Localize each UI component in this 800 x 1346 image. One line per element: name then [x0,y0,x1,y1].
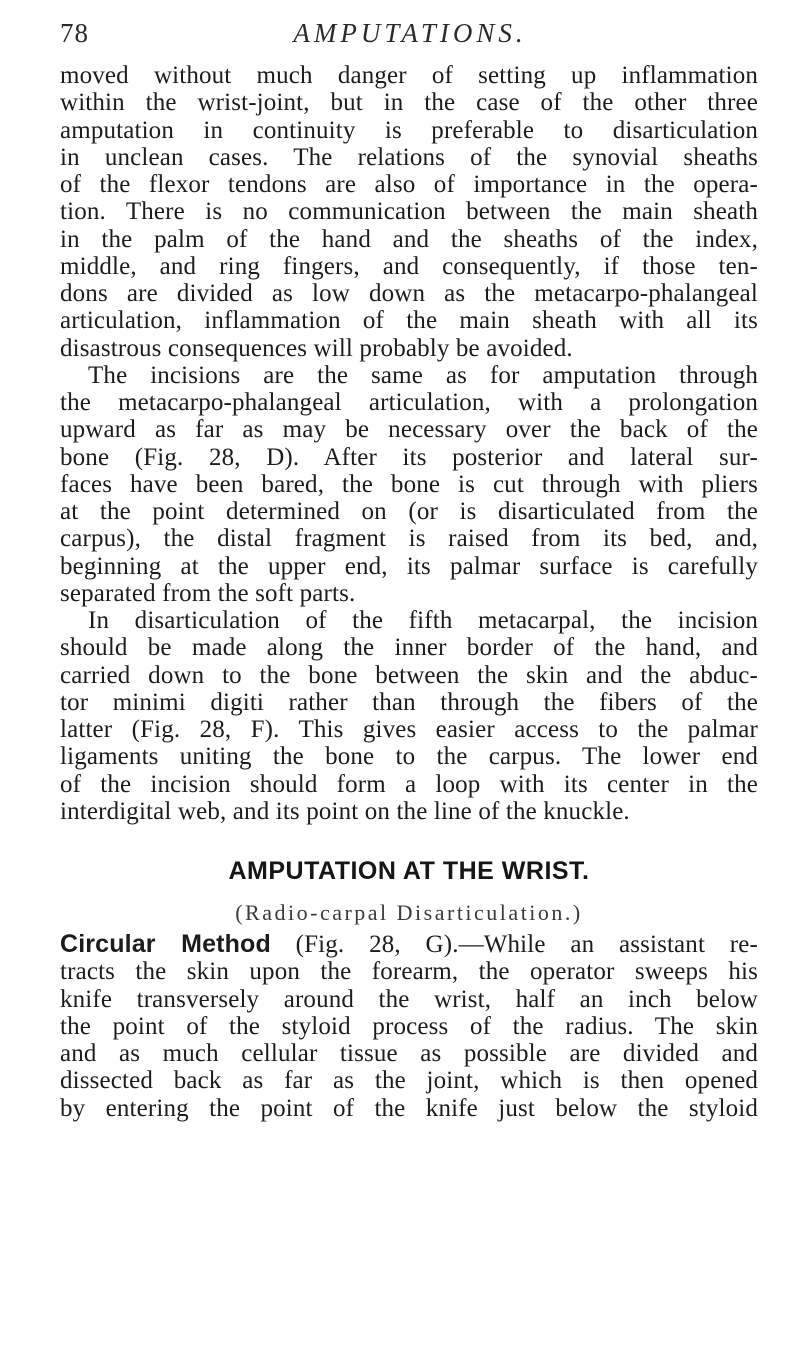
text-line: middle, and ring fingers, and consequently, if those ten- [60,252,758,280]
text-line: in the palm of the hand and the sheaths of the index, [60,225,758,253]
text-line: beginning at the upper end, its palmar surface is carefully [60,552,758,580]
paragraph-incisions [60,362,758,607]
text-line: articulation, inflammation of the main sheath with all its [60,307,758,335]
text-line: upward as far as may be necessary over the back of the [60,416,758,444]
text-line: in unclean cases. The relations of the synovial sheaths [60,143,758,171]
text-line: bone (Fig. 28, D). After its posterior and lateral sur- [60,443,758,471]
text-line: tracts the skin upon the forearm, the operator sweeps his [60,958,758,986]
text-line [60,931,758,958]
text-line: latter (Fig. 28, F). This gives easier access to the palmar [60,716,758,743]
lead-in-label: Circular Method [60,930,271,958]
text-line: carried down to the bone between the skin and the abduc- [60,661,758,689]
text-line: knife transversely around the wrist, half an inch below [60,985,758,1013]
text-line: ligaments uniting the bone to the carpus. The lower end [60,743,758,771]
text-line: the point of the styloid process of the radius. The skin [60,1012,758,1040]
text-line: carpus), the distal fragment is raised from its bed, and, [60,525,758,553]
paragraph-synovial-sheaths [60,62,758,362]
text-line: amputation in continuity is preferable to disarticulation [60,116,758,144]
text-line: moved without much danger of setting up inflammation [60,62,758,89]
text-line-rest: (Fig. 28, G).—While an assistant re- [295,931,758,958]
page-number: 78 [60,18,89,48]
section-subheading: (Radio-carpal Disarticulation.) [235,900,583,925]
text-line: tor minimi digiti rather than through the fibers of the [60,688,758,716]
text-line: In disarticulation of the fifth metacarpal, the incision [88,607,758,634]
text-line: should be made along the inner border of the hand, and [60,634,758,662]
text-line: dissected back as far as the joint, which is then opened [60,1067,758,1095]
text-line: separated from the soft parts. [60,579,356,607]
body-text [60,62,758,1122]
text-line: faces have been bared, the bone is cut through with pliers [60,470,758,498]
running-head [60,14,760,52]
text-line: tion. There is no communication between the main sheath [60,198,758,226]
paragraph-circular-method [60,931,758,1122]
text-line: of the flexor tendons are also of importance in the opera- [60,171,758,198]
text-line: disastrous consequences will probably be avoided. [60,334,573,362]
paragraph-fifth-metacarpal [60,607,758,825]
text-line: of the incision should form a loop with its center in the [60,770,758,798]
text-line: The incisions are the same as for amputation through [88,361,758,389]
text-line: by entering the point of the knife just below the styloid [60,1094,758,1122]
text-line: dons are divided as low down as the metacarpo-phalangeal [60,280,758,307]
running-title: AMPUTATIONS. [293,18,527,48]
text-line: the metacarpo-phalangeal articulation, with a prolongation [60,389,758,416]
section-heading: AMPUTATION AT THE WRIST. [228,857,590,885]
text-line: and as much cellular tissue as possible are divided and [60,1040,758,1067]
text-line: at the point determined on (or is disarticulated from the [60,498,758,525]
text-line: within the wrist-joint, but in the case of the other three [60,89,758,117]
text-line: interdigital web, and its point on the line of the knuckle. [60,797,630,825]
